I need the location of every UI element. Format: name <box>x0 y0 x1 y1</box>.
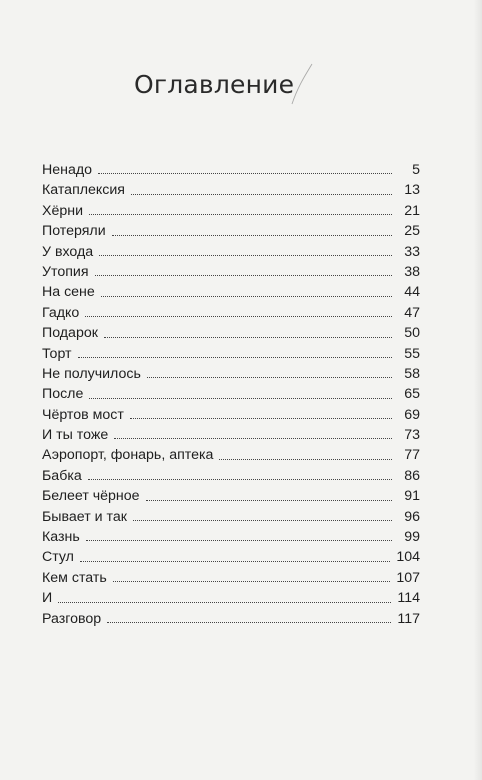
toc-entry <box>42 262 420 282</box>
toc-entry-page: 33 <box>404 243 420 260</box>
toc-entry-title: Не получилось <box>42 365 141 382</box>
toc-dot-leader <box>219 458 392 460</box>
toc-entry-page: 38 <box>404 263 420 280</box>
toc-entry-title: Разговор <box>42 610 102 627</box>
toc-entry-title: Бабка <box>42 467 82 484</box>
page-title: Оглавление <box>134 70 295 99</box>
toc-entry-title: Утопия <box>42 263 89 280</box>
toc-dot-leader <box>147 376 392 378</box>
toc-dot-leader <box>146 499 392 501</box>
toc-entry-page: 73 <box>404 427 420 444</box>
toc-entry-title: И <box>42 590 53 607</box>
toc-entry-page: 117 <box>397 610 420 627</box>
toc-entry-title: Гадко <box>42 304 80 321</box>
toc-entry-page: 47 <box>404 304 420 321</box>
toc-entry-title: И ты тоже <box>42 427 109 444</box>
toc-entry-page: 96 <box>404 508 420 525</box>
toc-entry <box>42 425 420 445</box>
toc-entry-title: У входа <box>42 243 94 260</box>
toc-dot-leader <box>58 601 391 603</box>
toc-entry <box>42 527 420 547</box>
toc-entry-page: 25 <box>404 223 420 240</box>
toc-dot-leader <box>98 172 392 174</box>
toc-dot-leader <box>89 213 392 215</box>
toc-dot-leader <box>86 539 392 541</box>
toc-entry-title: Хёрни <box>42 202 84 219</box>
toc-entry-title: Бывает и так <box>42 508 127 525</box>
toc-entry <box>42 303 420 323</box>
toc-entry <box>42 384 420 404</box>
toc-entry <box>42 221 420 241</box>
toc-dot-leader <box>133 519 392 521</box>
toc-dot-leader <box>85 315 392 317</box>
toc-entry-page: 104 <box>396 549 420 566</box>
toc-entry-page: 77 <box>404 447 420 464</box>
toc-entry-title: Катаплексия <box>42 182 125 199</box>
toc-entry-page: 86 <box>404 467 420 484</box>
toc-entry-page: 99 <box>404 529 420 546</box>
toc-entry-page: 5 <box>412 162 420 178</box>
toc-entry-page: 69 <box>404 406 420 423</box>
toc-dot-leader <box>88 478 392 480</box>
toc-entry <box>42 242 420 262</box>
toc-dot-leader <box>113 580 391 582</box>
toc-entry <box>42 568 420 588</box>
toc-entry-title: Белеет чёрное <box>42 488 140 505</box>
toc-entry-page: 58 <box>404 365 420 382</box>
toc-entry <box>42 323 420 343</box>
pencil-mark <box>288 62 318 106</box>
toc-entry <box>42 466 420 486</box>
toc-entry-title: Кем стать <box>42 569 107 586</box>
toc-entry-page: 107 <box>396 569 420 586</box>
toc-entry <box>42 180 420 200</box>
toc-entry <box>42 344 420 364</box>
toc-dot-leader <box>114 437 392 439</box>
toc-entry-title: Стул <box>42 549 74 566</box>
toc-dot-leader <box>95 274 392 276</box>
toc-entry-page: 91 <box>404 488 420 505</box>
toc-entry-page: 21 <box>404 202 420 219</box>
page-edge-shadow <box>474 0 482 780</box>
toc-dot-leader <box>130 417 392 419</box>
toc-entry-page: 13 <box>404 182 420 199</box>
toc-dot-leader <box>112 234 392 236</box>
toc-entry-title: Подарок <box>42 325 98 342</box>
toc-entry <box>42 588 420 608</box>
toc-entry <box>42 364 420 384</box>
toc-entry-title: Ненадо <box>42 162 93 178</box>
toc-entry-page: 55 <box>404 345 420 362</box>
toc-entry-title: На сене <box>42 284 95 301</box>
toc-dot-leader <box>89 397 392 399</box>
toc-dot-leader <box>104 336 392 338</box>
toc-entry <box>42 405 420 425</box>
toc-entry-page: 114 <box>397 590 420 607</box>
toc-dot-leader <box>107 621 391 623</box>
toc-entry-page: 50 <box>404 325 420 342</box>
toc-dot-leader <box>99 254 392 256</box>
toc-entry-title: Казнь <box>42 529 80 546</box>
toc-dot-leader <box>80 560 390 562</box>
toc-entry-page: 44 <box>404 284 420 301</box>
toc-entry <box>42 547 420 567</box>
toc-entry-title: После <box>42 386 84 403</box>
toc-entry <box>42 201 420 221</box>
toc-dot-leader <box>131 193 392 195</box>
toc-entry-page: 65 <box>404 386 420 403</box>
toc-entry <box>42 609 420 629</box>
toc-entry <box>42 486 420 506</box>
toc-entry-title: Торт <box>42 345 72 362</box>
toc-dot-leader <box>78 356 392 358</box>
toc-entry-title: Чёртов мост <box>42 406 124 423</box>
toc-entry <box>42 282 420 302</box>
table-of-contents <box>42 160 420 629</box>
toc-entry-title: Аэропорт, фонарь, аптека <box>42 447 214 464</box>
toc-entry <box>42 507 420 527</box>
toc-entry <box>42 445 420 465</box>
toc-entry-title: Потеряли <box>42 223 106 240</box>
toc-entry <box>42 160 420 180</box>
toc-dot-leader <box>101 295 392 297</box>
